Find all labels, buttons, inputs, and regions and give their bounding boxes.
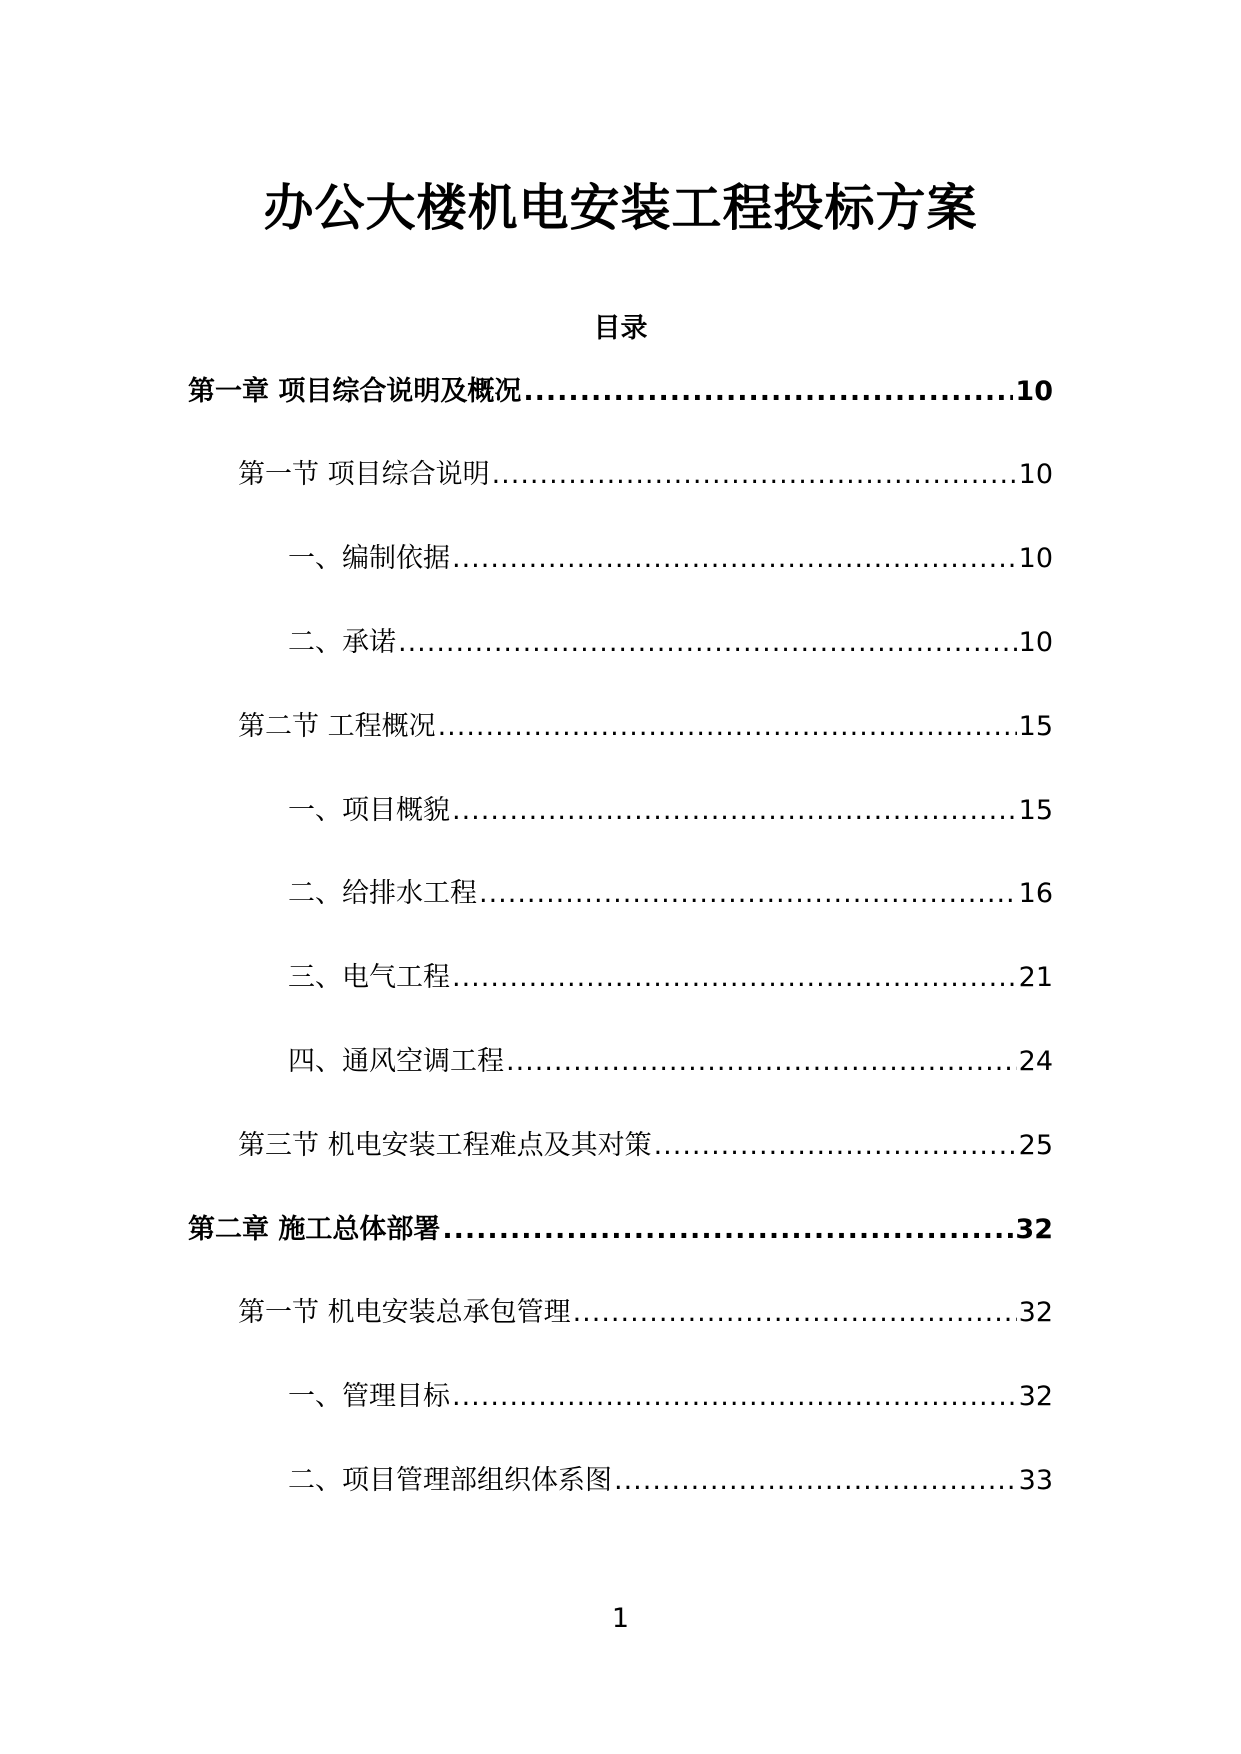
toc-entry-label: 第三节 机电安装工程难点及其对策 [238,1130,652,1161]
toc-entry[interactable] [238,1126,1053,1166]
toc-dot-leader [452,539,1017,579]
toc-entry-page: 24 [1018,1046,1053,1077]
toc-entry[interactable] [238,707,1053,747]
toc-dot-leader [614,1461,1017,1501]
toc-entry-page: 25 [1018,1130,1053,1161]
toc-entry[interactable] [288,791,1053,831]
toc-entry-label: 第一节 机电安装总承包管理 [238,1297,571,1328]
toc-entry[interactable] [288,1461,1053,1501]
toc-entry-page: 15 [1018,711,1053,742]
toc-dot-leader [506,1042,1017,1082]
toc-entry-page: 32 [1015,1214,1053,1245]
toc-entry[interactable] [188,372,1053,412]
toc-entry-label: 四、通风空调工程 [288,1046,504,1077]
toc-entry-label: 一、项目概貌 [288,795,450,826]
toc-entry[interactable] [288,874,1053,914]
toc-dot-leader [442,1210,1013,1250]
toc-heading: 目录 [593,313,648,344]
toc-entry[interactable] [288,958,1053,998]
toc-entry-page: 16 [1018,878,1053,909]
page-number: 1 [611,1603,630,1634]
toc-entry-label: 第一章 项目综合说明及概况 [188,376,522,407]
toc-entry-page: 10 [1018,627,1053,658]
toc-entry-label: 二、给排水工程 [288,878,477,909]
toc-entry-page: 10 [1018,543,1053,574]
toc-dot-leader [479,874,1017,914]
toc-entry-label: 第一节 项目综合说明 [238,459,490,490]
toc-dot-leader [452,1377,1017,1417]
toc-entry-page: 33 [1018,1465,1053,1496]
toc-entry-label: 二、项目管理部组织体系图 [288,1465,612,1496]
toc-entry-label: 第二节 工程概况 [238,711,436,742]
toc-entry-page: 10 [1015,376,1053,407]
toc-dot-leader [492,455,1017,495]
toc-entry-label: 三、电气工程 [288,962,450,993]
toc-dot-leader [654,1126,1017,1166]
toc-entry-label: 一、编制依据 [288,543,450,574]
toc-entry[interactable] [288,1042,1053,1082]
toc-entry-page: 21 [1018,962,1053,993]
toc-dot-leader [438,707,1017,747]
toc-dot-leader [452,958,1017,998]
toc-entry[interactable] [288,539,1053,579]
toc-entry-label: 二、承诺 [288,627,396,658]
toc-entry-label: 一、管理目标 [288,1381,450,1412]
toc-dot-leader [452,791,1017,831]
toc-entry[interactable] [288,623,1053,663]
toc-entry-page: 10 [1018,459,1053,490]
toc-entry[interactable] [288,1377,1053,1417]
toc-entry-page: 15 [1018,795,1053,826]
toc-dot-leader [398,623,1017,663]
document-title: 办公大楼机电安装工程投标方案 [263,179,978,237]
toc-dot-leader [573,1293,1017,1333]
toc-entry-label: 第二章 施工总体部署 [188,1214,441,1245]
toc-entry-page: 32 [1018,1297,1053,1328]
toc-entry[interactable] [238,1293,1053,1333]
toc-dot-leader [523,372,1013,412]
toc-entry-page: 32 [1018,1381,1053,1412]
toc-entry[interactable] [238,455,1053,495]
toc-entry[interactable] [188,1210,1053,1250]
